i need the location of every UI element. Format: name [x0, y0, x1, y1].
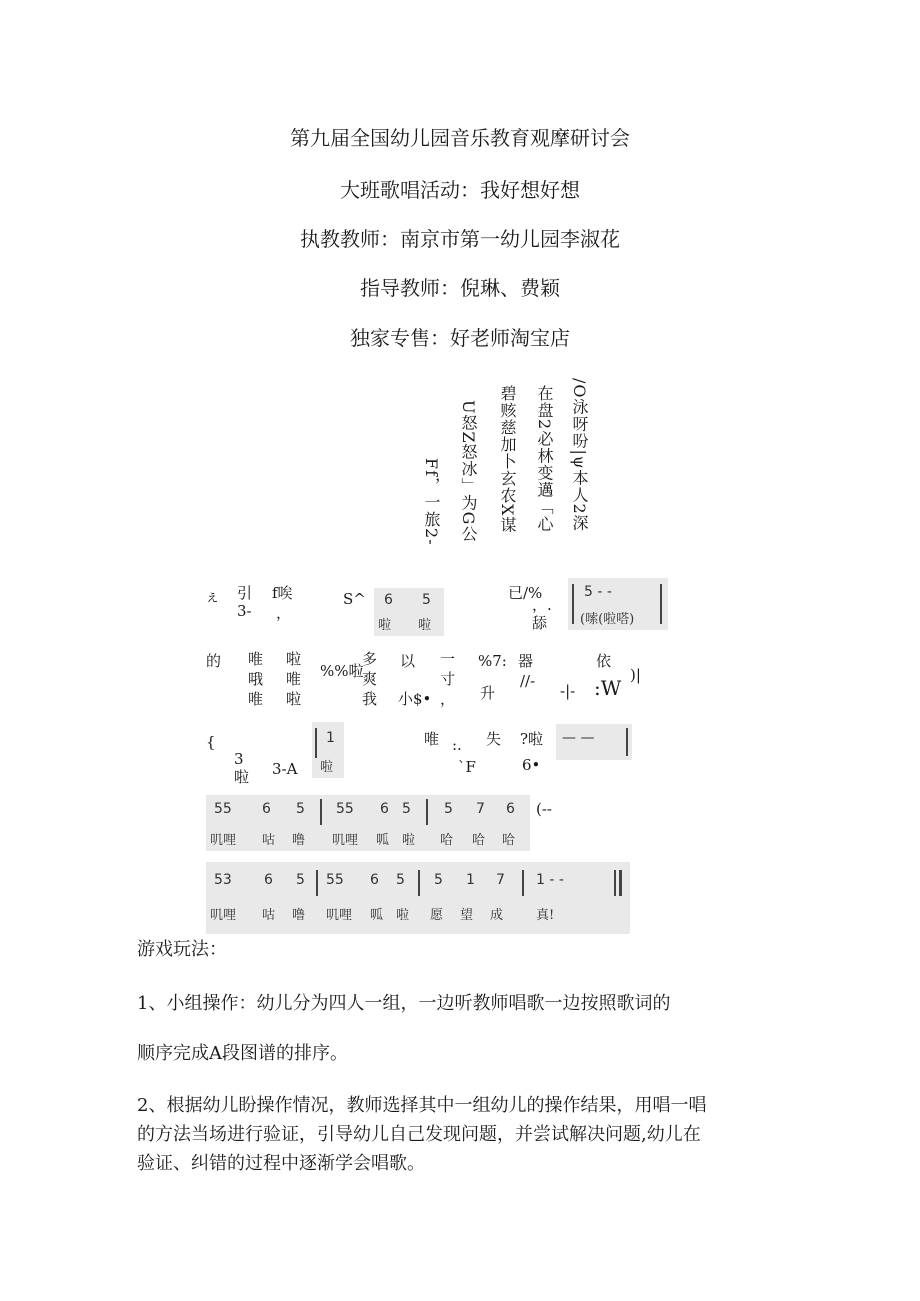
fragment: ぇ [205, 587, 221, 605]
fragment: %7: [478, 652, 507, 670]
fragment: 多 [362, 650, 378, 668]
fragment: 小$• [398, 690, 432, 708]
activity-title: 大班歌唱活动：我好想好想 [340, 178, 580, 202]
fragment: 器 [518, 652, 534, 670]
game-heading: 游戏玩法： [137, 939, 227, 960]
fragment: `F [458, 758, 476, 776]
fragment: 引 [237, 584, 253, 602]
fragment: 3- [237, 602, 252, 620]
fragment: :. [452, 736, 462, 754]
fragment: :W [594, 676, 622, 700]
fragment: 以 [400, 652, 416, 670]
fragment: ?啦 [520, 730, 544, 748]
vertical-column: Ff，一旅2- [422, 458, 441, 546]
game-step-1-line-2: 顺序完成A段图谱的排序。 [137, 1043, 348, 1064]
score-strip: 55 6 5 55 6 5 5 7 6 叽哩 咕 噜 叽哩 呱 啦 哈 哈 哈 [206, 795, 530, 851]
fragment: 啦 [286, 690, 302, 708]
score-strip: 1 啦 [312, 722, 344, 778]
fragment: 已/% [508, 584, 543, 602]
fragment: 3 [234, 750, 244, 768]
vertical-column: 在盘2必林变邁「心 [535, 385, 554, 533]
exclusive-line: 独家专售：好老师淘宝店 [350, 326, 570, 350]
fragment: -|- [560, 682, 576, 700]
teacher-line: 执教教师：南京市第一幼儿园李淑花 [300, 227, 620, 251]
fragment: ，. [532, 596, 552, 614]
fragment: //- [520, 672, 536, 690]
fragment: f唉 [272, 584, 293, 602]
fragment: 我 [362, 690, 378, 708]
conference-title: 第九届全国幼儿园音乐教育观摩研讨会 [290, 126, 630, 150]
vertical-column: U怒Z怒冰」为G公 [459, 400, 478, 543]
fragment: 的 [206, 652, 222, 670]
vertical-column: /O泳呀吩|ψ本人2深 [570, 378, 589, 532]
fragment: 失 [486, 730, 502, 748]
fragment: { [206, 733, 216, 751]
fragment: 哦 [248, 670, 264, 688]
fragment: (-- [536, 800, 552, 818]
fragment: 爽 [362, 670, 378, 688]
fragment: %%啦 [320, 662, 364, 680]
game-step-1-line-1: 1、小组操作：幼儿分为四人一组，一边听教师唱歌一边按照歌词的 [137, 993, 671, 1014]
fragment: ， [276, 604, 292, 622]
fragment: 寸 [440, 670, 456, 688]
fragment: 3-A [272, 760, 298, 778]
game-step-2-line-3: 验证、纠错的过程中逐渐学会唱歌。 [137, 1153, 425, 1174]
fragment: ， [440, 690, 456, 708]
fragment: 唯 [248, 650, 264, 668]
fragment: )| [630, 666, 641, 684]
fragment: 依 [596, 652, 612, 670]
game-step-2-line-1: 2、根据幼儿盼操作情况，教师选择其中一组幼儿的操作结果，用唱一唱 [137, 1095, 707, 1116]
fragment: 6• [522, 756, 541, 774]
vertical-column: 碧赅慈加卜玄农X谋 [498, 385, 517, 534]
fragment: 升 [480, 684, 496, 702]
score-strip: 53 6 5 55 6 5 5 1 7 1 - - 叽哩 咕 噜 叽哩 呱 啦 愿 望 成 真! [206, 862, 630, 934]
fragment: 唯 [248, 690, 264, 708]
fragment: 唯 [286, 670, 302, 688]
mentor-line: 指导教师：倪琳、费颖 [360, 276, 560, 300]
game-step-2-line-2: 的方法当场进行验证，引导幼儿自己发现问题，并尝试解决问题,幼儿在 [137, 1124, 701, 1145]
fragment: 啦 [286, 650, 302, 668]
fragment: S^ [343, 590, 366, 608]
fragment: 唯 [424, 730, 440, 748]
fragment: 一 [440, 650, 456, 668]
score-strip: 5 - - (嗦(啦嗒) [568, 578, 668, 630]
fragment: 啦 [234, 768, 250, 786]
score-strip: — — [556, 724, 632, 760]
fragment: 舔 [532, 614, 548, 632]
score-strip: 6 5 啦 啦 [374, 588, 444, 636]
